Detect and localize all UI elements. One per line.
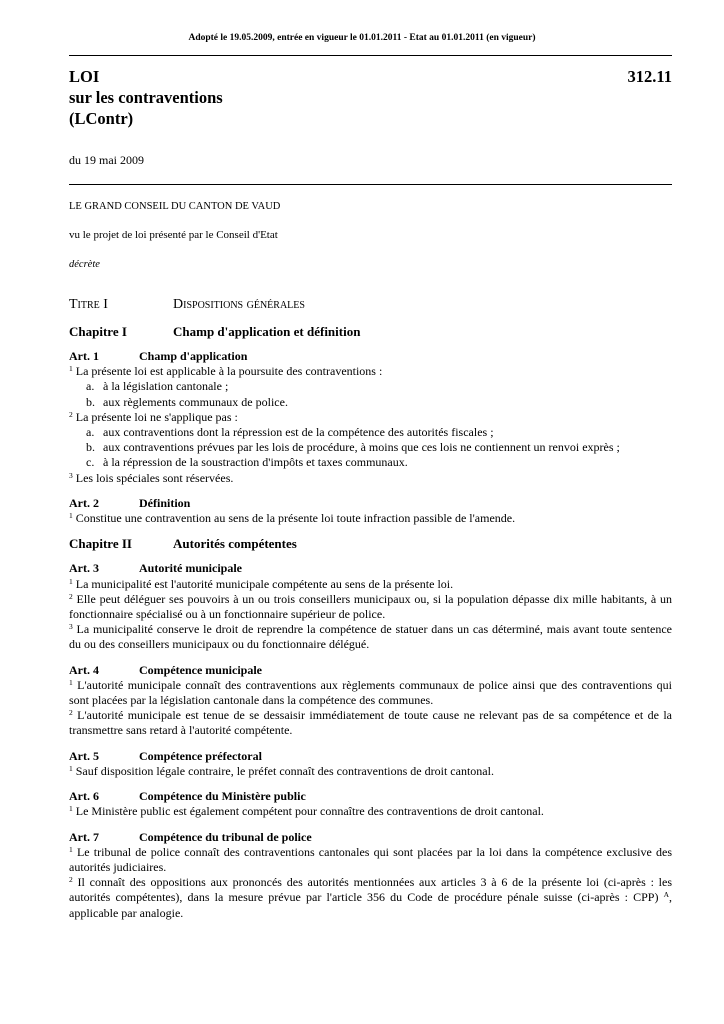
titre-name: Dispositions générales — [173, 296, 305, 312]
chapter-heading — [69, 536, 672, 551]
paragraph: $^2$ L'autorité municipale est tenue de se dessaisir immédiatement de toute cause ne relevant pas de sa compétence et de la transmettre sans retard à l'autorité compétente. — [69, 708, 673, 738]
title-line-2: sur les contraventions — [69, 88, 223, 107]
paragraph-text: La présente loi ne s'applique pas : — [75, 409, 238, 424]
paragraph: $^3$ La municipalité conserve le droit de reprendre la compétence de statuer dans un cas déterminé, mais avant toute sentence du ou des conseillers municipaux ou du fonctionnaire délégué. — [69, 622, 672, 652]
chapter-name: Autorités compétentes — [173, 536, 297, 552]
paragraph-text: La présente loi est applicable à la poursuite des contraventions : — [75, 364, 383, 379]
article-heading — [69, 789, 672, 804]
list-item-text: aux contraventions prévues par les lois de procédure, à moins que ces lois ne contiennent un renvoi exprès ; — [103, 440, 620, 455]
paragraph: $^1$ Le Ministère public est également compétent pour connaître des contraventions de droit cantonal. — [69, 804, 544, 819]
chapter-name: Champ d'application et définition — [173, 323, 361, 339]
list-item: b. aux contraventions prévues par les lois de procédure, à moins que ces lois ne contiennent un renvoi exprès ; — [86, 440, 620, 455]
status-header: Adopté le 19.05.2009, entrée en vigueur le 01.01.2011 - Etat au 01.01.2011 (en vigueur) — [188, 33, 536, 43]
paragraph: $^1$ La présente loi est applicable à la poursuite des contraventions : — [69, 364, 383, 379]
title-line-1: LOI — [69, 67, 100, 86]
article-heading — [69, 749, 672, 764]
titre-number: Titre I — [69, 296, 108, 312]
article-number: Art. 6 — [69, 789, 99, 804]
paragraph-text: Il connaît des oppositions aux prononcés des autorités mentionnées aux articles 3 à 6 de la présente loi (ci-après : les autorités compétentes), dans la mesure prévue par l'article 356 du Code de procédure pénale suisse (ci-après : CPP) — [69, 875, 672, 905]
paragraph-text: Constitue une contravention au sens de la présente loi toute infraction passible de l'amende. — [75, 511, 516, 526]
paragraph: $^2$ Elle peut déléguer ses pouvoirs à un ou trois conseillers municipaux ou, si la population dépasse dix mille habitants, à un fonctionnaire spécialisé ou à un fonctionnaire supérieur de police. — [69, 591, 673, 622]
article-name: Définition — [139, 495, 191, 510]
article-number: Art. 2 — [69, 495, 99, 510]
paragraph-text: Le tribunal de police connaît des contraventions cantonales qui sont placées par la loi dans la compétence exclusive des autorités judiciaires. — [69, 844, 673, 874]
article-number: Art. 3 — [69, 561, 99, 576]
article-number: Art. 5 — [69, 748, 99, 763]
top-divider — [69, 55, 672, 56]
article-heading — [69, 496, 672, 511]
paragraph-text: Sauf disposition légale contraire, le préfet connaît des contraventions de droit cantonal. — [75, 763, 494, 778]
article-heading — [69, 349, 672, 364]
titre-heading — [69, 297, 672, 312]
paragraph-text: Les lois spéciales sont réservées. — [75, 470, 234, 485]
article-number: Art. 4 — [69, 662, 99, 677]
article-heading — [69, 830, 672, 845]
enacting-authority: LE GRAND CONSEIL DU CANTON DE VAUD — [69, 201, 281, 212]
article-name: Compétence du tribunal de police — [139, 829, 312, 844]
law-date: du 19 mai 2009 — [69, 153, 144, 167]
chapter-number: Chapitre II — [69, 536, 132, 552]
decree-word: décrète — [69, 259, 100, 271]
list-item: c. à la répression de la soustraction d'impôts et taxes communaux. — [86, 455, 408, 470]
list-item-text: à la répression de la soustraction d'impôts et taxes communaux. — [103, 455, 408, 470]
paragraph: $^2$ Il connaît des oppositions aux prononcés des autorités mentionnées aux articles 3 à 6 de la présente loi (ci-après : les autorités compétentes), dans la mesure prévue par l'article 356 du Code de procédure pénale suisse (ci-après : CPP) $^A$, applicable par analogie. — [69, 875, 673, 920]
paragraph: $^1$ Sauf disposition légale contraire, le préfet connaît des contraventions de droit cantonal. — [69, 763, 494, 778]
considering-clause: vu le projet de loi présenté par le Conseil d'Etat — [69, 229, 278, 242]
title-line-3: (LContr) — [69, 109, 134, 128]
article-heading — [69, 561, 672, 576]
list-item-text: à la législation cantonale ; — [103, 379, 229, 394]
paragraph-text: L'autorité municipale connaît des contraventions aux règlements communaux de police ainsi que des contraventions qui sont placées par la législation cantonale dans la compétence des communes. — [69, 677, 673, 708]
paragraph: $^1$ Le tribunal de police connaît des contraventions cantonales qui sont placées par la loi dans la compétence exclusive des autorités judiciaires. — [69, 844, 673, 874]
list-item-text: aux contraventions dont la répression est de la compétence des autorités fiscales ; — [103, 425, 494, 440]
article-name: Compétence du Ministère public — [139, 789, 306, 804]
law-title-block — [69, 66, 672, 129]
article-name: Compétence municipale — [139, 662, 262, 677]
paragraph-text: La municipalité est l'autorité municipale compétente au sens de la présente loi. — [75, 576, 454, 591]
paragraph-text: L'autorité municipale est tenue de se dessaisir immédiatement de toute cause ne relevant pas de sa compétence et de la transmettre sans retard à l'autorité compétente. — [69, 708, 673, 738]
article-name: Autorité municipale — [139, 561, 242, 576]
paragraph: $^3$ Les lois spéciales sont réservées. — [69, 470, 234, 485]
paragraph-text-end: , applicable par analogie. — [69, 890, 673, 920]
article-heading — [69, 663, 672, 678]
list-item: a. aux contraventions dont la répression est de la compétence des autorités fiscales ; — [86, 425, 494, 440]
list-item-text: aux règlements communaux de police. — [103, 394, 288, 409]
chapter-number: Chapitre I — [69, 323, 127, 339]
law-content — [69, 199, 672, 921]
article-number: Art. 7 — [69, 829, 99, 844]
paragraph: $^1$ L'autorité municipale connaît des contraventions aux règlements communaux de police ainsi que des contraventions qui sont placées par la législation cantonale dans la compétence des communes. — [69, 677, 673, 708]
paragraph-text: La municipalité conserve le droit de reprendre la compétence de statuer dans un cas déterminé, mais avant toute sentence du ou des conseillers municipaux ou du fonctionnaire délégué. — [69, 622, 672, 652]
title-divider — [69, 184, 672, 185]
footnote-marker[interactable]: A — [663, 890, 670, 900]
paragraph-text: Elle peut déléguer ses pouvoirs à un ou trois conseillers municipaux ou, si la population dépasse dix mille habitants, à un fonctionnaire spécialisé ou à un fonctionnaire supérieur de police. — [69, 591, 673, 622]
law-number: 312.11 — [627, 67, 672, 86]
paragraph: $^1$ Constitue une contravention au sens de la présente loi toute infraction passible de l'amende. — [69, 511, 516, 526]
list-item: b. aux règlements communaux de police. — [86, 394, 288, 409]
article-name: Champ d'application — [139, 349, 248, 364]
chapter-heading — [69, 324, 672, 339]
list-item: a. à la législation cantonale ; — [86, 379, 229, 394]
article-name: Compétence préfectoral — [139, 748, 262, 763]
paragraph: $^2$ La présente loi ne s'applique pas : — [69, 409, 238, 424]
paragraph-text: Le Ministère public est également compétent pour connaître des contraventions de droit cantonal. — [75, 804, 544, 819]
paragraph: $^1$ La municipalité est l'autorité municipale compétente au sens de la présente loi. — [69, 576, 454, 591]
article-number: Art. 1 — [69, 349, 99, 364]
